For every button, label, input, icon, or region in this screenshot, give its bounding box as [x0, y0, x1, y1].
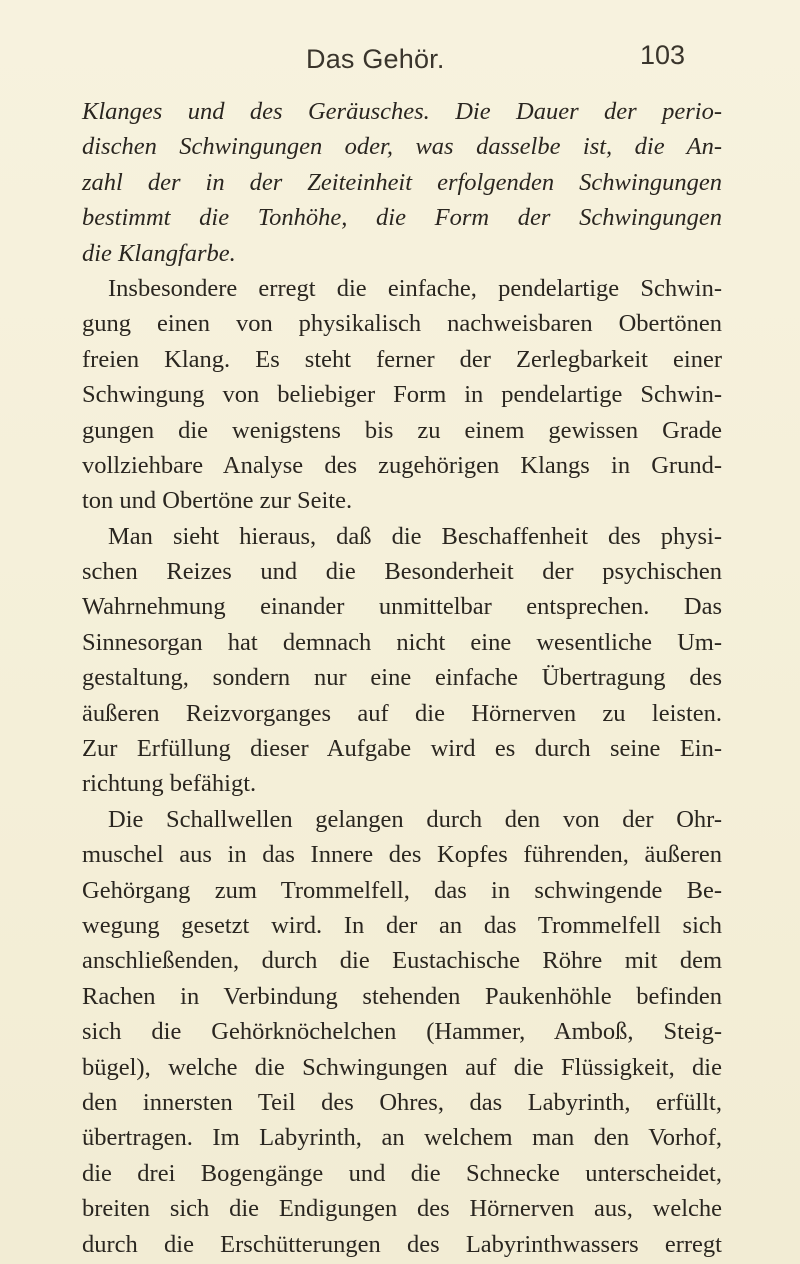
page-number: 103 [640, 40, 686, 70]
text-line: sich die Gehörknöchelchen (Hammer, Amboß, Steig- [82, 1018, 722, 1046]
text-line: Schwingung von beliebiger Form in pendelartige Schwin- [82, 381, 722, 409]
text-line: wegung gesetzt wird. In der an das Trommelfell sich [82, 911, 722, 939]
running-title: Das Gehör. [306, 44, 445, 74]
text-line: schen Reizes und die Besonderheit der psychischen [82, 558, 722, 586]
text-line: äußeren Reizvorganges auf die Hörnerven zu leisten. [82, 699, 722, 727]
text-line: den innersten Teil des Ohres, das Labyrinth, erfüllt, [82, 1088, 722, 1116]
text-line: ton und Obertöne zur Seite. [82, 487, 353, 515]
text-line: Die Schallwellen gelangen durch den von der Ohr- [108, 805, 722, 833]
text-line: Man sieht hieraus, daß die Beschaffenheit des physi- [108, 522, 722, 550]
text-line: übertragen. Im Labyrinth, an welchem man den Vorhof, [82, 1124, 722, 1152]
text-line: bügel), welche die Schwingungen auf die Flüssigkeit, die [82, 1053, 722, 1081]
text-line: die Klangfarbe. [82, 239, 236, 267]
text-line: Insbesondere erregt die einfache, pendelartige Schwin- [108, 274, 722, 302]
text-line: die drei Bogengänge und die Schnecke unterscheidet, [82, 1159, 722, 1187]
text-line: gestaltung, sondern nur eine einfache Übertragung des [82, 664, 722, 692]
text-line: Gehörgang zum Trommelfell, das in schwingende Be- [82, 876, 722, 904]
text-line: anschließenden, durch die Eustachische Röhre mit dem [82, 947, 722, 975]
text-line: Wahrnehmung einander unmittelbar entsprechen. Das [82, 593, 722, 621]
text-line: freien Klang. Es steht ferner der Zerlegbarkeit einer [82, 345, 722, 373]
text-line: muschel aus in das Innere des Kopfes führenden, äußeren [82, 841, 722, 869]
text-line: dischen Schwingungen oder, was dasselbe ist, die An- [82, 133, 722, 161]
text-line: Zur Erfüllung dieser Aufgabe wird es durch seine Ein- [82, 735, 722, 763]
text-line: durch die Erschütterungen des Labyrinthwassers erregt [82, 1230, 722, 1258]
text-line: vollziehbare Analyse des zugehörigen Klangs in Grund- [82, 451, 722, 479]
running-head [0, 40, 800, 80]
text-line: Klanges und des Geräusches. Die Dauer der perio- [82, 98, 722, 125]
text-line: gung einen von physikalisch nachweisbaren Obertönen [82, 310, 722, 338]
body-text [82, 94, 722, 1262]
text-line: breiten sich die Endigungen des Hörnerven aus, welche [82, 1195, 722, 1223]
text-line: gungen die wenigstens bis zu einem gewissen Grade [82, 416, 722, 444]
text-line: zahl der in der Zeiteinheit erfolgenden Schwingungen [82, 168, 722, 196]
text-line: Sinnesorgan hat demnach nicht eine wesentliche Um- [82, 628, 722, 656]
text-line: richtung befähigt. [82, 770, 257, 798]
text-line: bestimmt die Tonhöhe, die Form der Schwingungen [82, 204, 722, 232]
text-line: Rachen in Verbindung stehenden Paukenhöhle befinden [82, 982, 722, 1010]
